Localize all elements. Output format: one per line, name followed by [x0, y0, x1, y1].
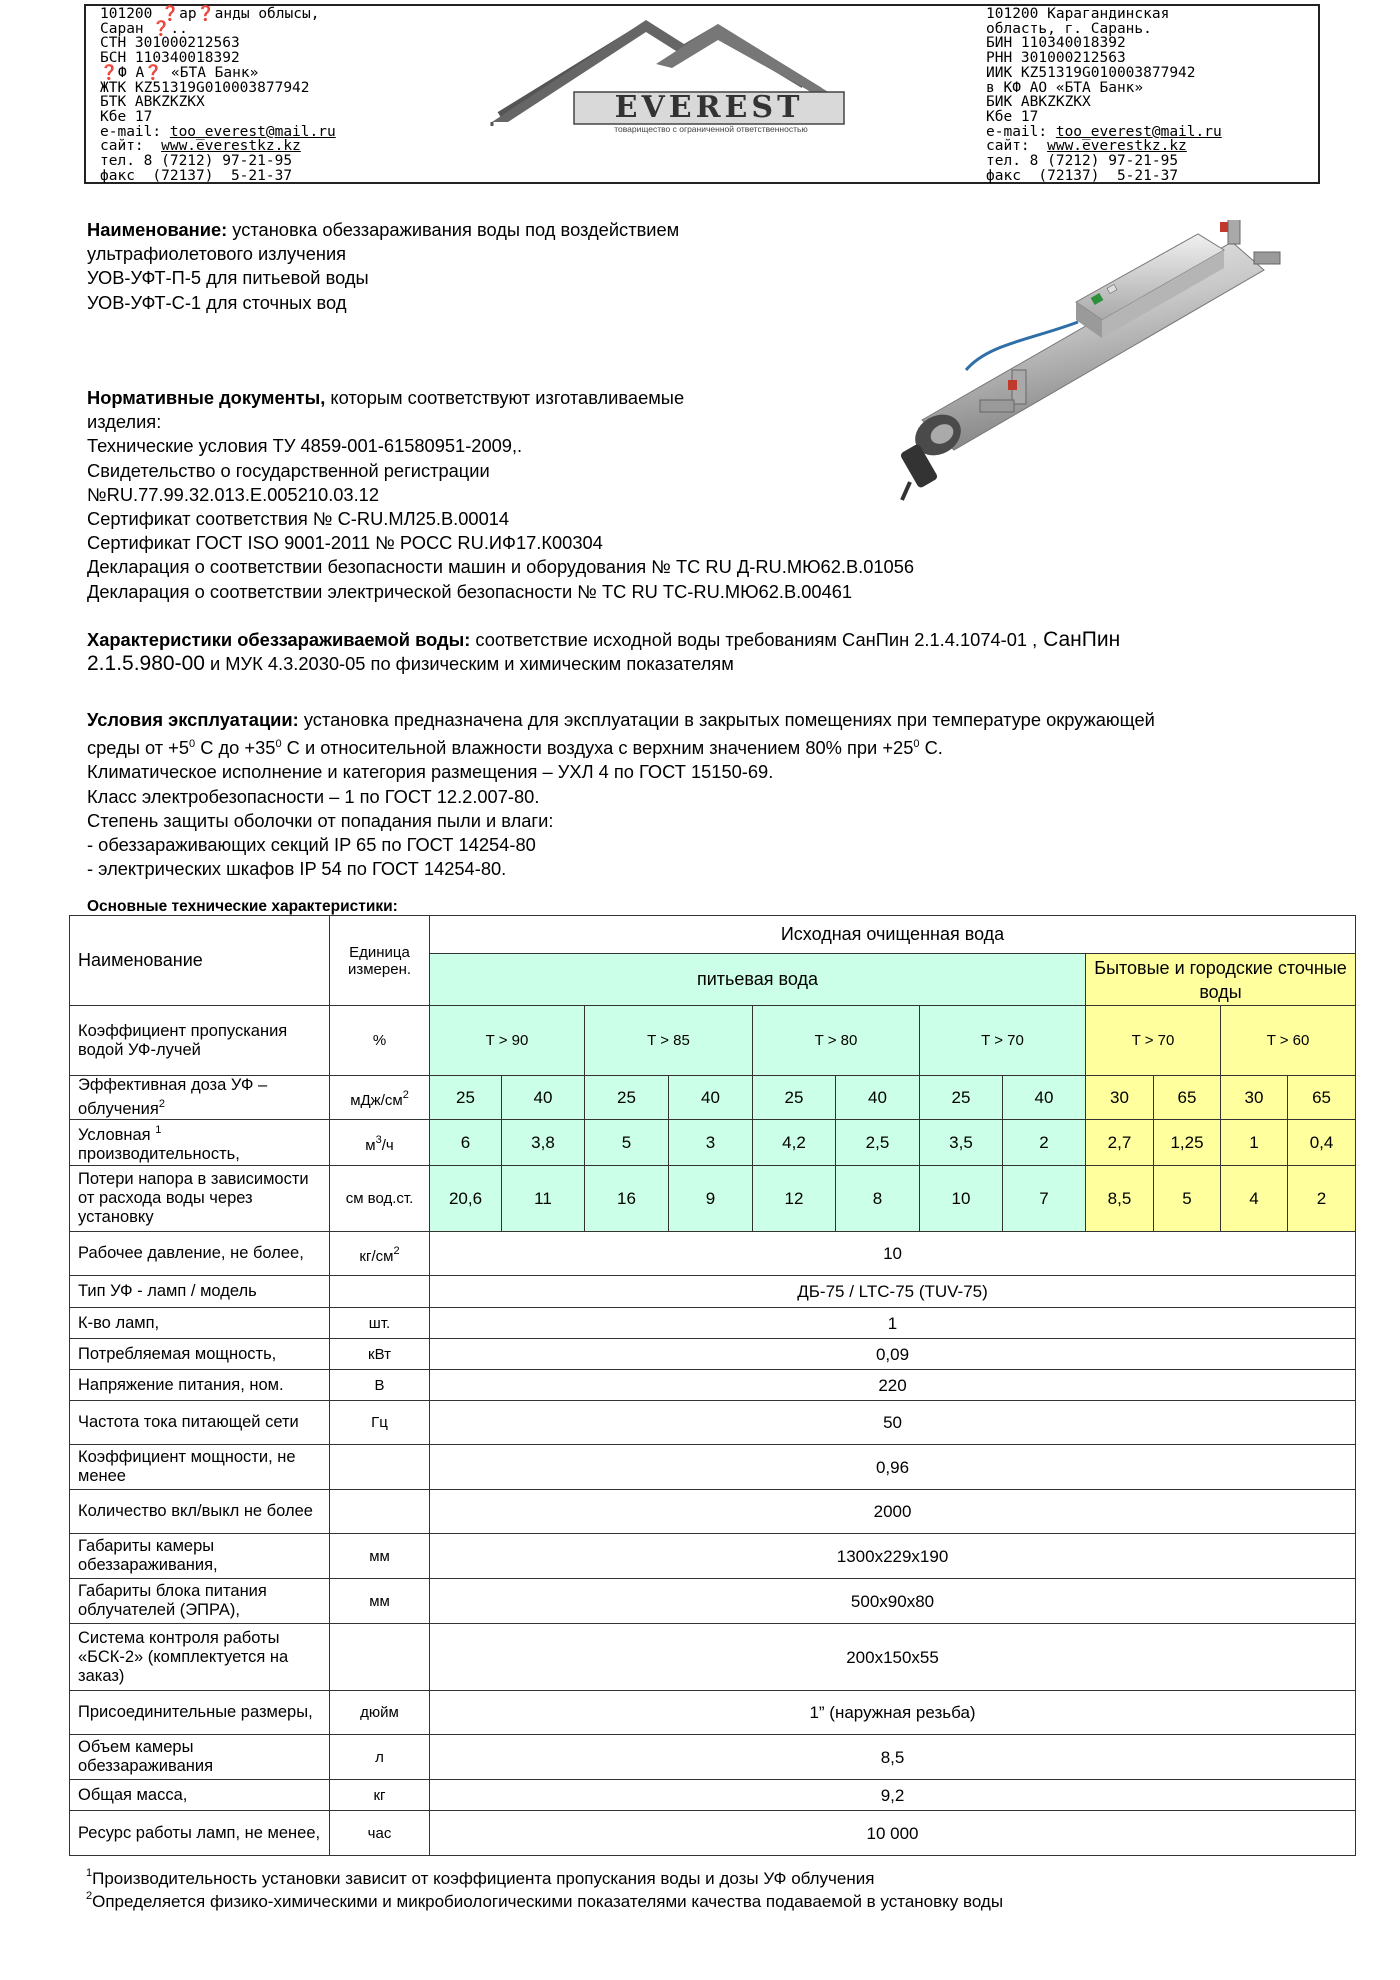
- table-row: [70, 1579, 1356, 1624]
- row-value: 2000: [430, 1490, 1356, 1534]
- row-value: 8,5: [430, 1735, 1356, 1780]
- operating-conditions-line: Степень защиты оболочки от попадания пыли и влаги:: [87, 809, 554, 831]
- head-loss-value: 2: [1288, 1166, 1356, 1232]
- product-name-line: [87, 218, 679, 242]
- head-loss-value: 16: [585, 1166, 669, 1232]
- normative-doc-line: №RU.77.99.32.013.Е.005210.03.12: [87, 483, 380, 505]
- dose-value: 30: [1221, 1076, 1288, 1120]
- performance-value: 3: [669, 1120, 753, 1166]
- requisite-line: БИН 110340018392: [986, 35, 1126, 52]
- dose-value: 40: [836, 1076, 920, 1120]
- email-line: [986, 125, 1222, 140]
- row-value: 1: [430, 1308, 1356, 1339]
- row-unit: [330, 1490, 430, 1534]
- row-label-text: производительность,: [78, 1145, 240, 1163]
- row-unit: [330, 1624, 430, 1691]
- row-value: 220: [430, 1370, 1356, 1401]
- email-link[interactable]: too_everest@mail.ru: [169, 123, 336, 140]
- sanpin-number: 2.1.5.980-00: [87, 652, 205, 676]
- transmittance-value: T > 80: [753, 1006, 920, 1076]
- row-label: Частота тока питающей сети: [70, 1401, 330, 1445]
- row-value: 1” (наружная резьба): [430, 1691, 1356, 1735]
- performance-value: 2,7: [1086, 1120, 1154, 1166]
- brand-tagline: товарищество с ограниченной ответственностью: [614, 124, 808, 134]
- letterhead-right-requisites: [986, 7, 1222, 183]
- degree-sup: 0: [275, 738, 282, 751]
- table-row: [70, 1534, 1356, 1579]
- row-label: Габариты блока питания облучателей (ЭПРА),: [70, 1579, 330, 1624]
- row-unit: шт.: [330, 1308, 430, 1339]
- transmittance-value: T > 85: [585, 1006, 753, 1076]
- footnote-mark: 1: [86, 1867, 93, 1879]
- phone-line: тел. 8 (7212) 97-21-95: [986, 153, 1179, 170]
- row-value: 500x90x80: [430, 1579, 1356, 1624]
- row-label: Общая масса,: [70, 1780, 330, 1811]
- table-row-performance: [70, 1120, 1356, 1166]
- normative-docs-label: Нормативные документы,: [87, 387, 326, 408]
- requisite-line: ❓Ф А❓ «БТА Банк»: [100, 64, 259, 81]
- dose-value: 65: [1154, 1076, 1221, 1120]
- performance-value: 0,4: [1288, 1120, 1356, 1166]
- footnote-text: Производительность установки зависит от коэффициента пропускания воды и дозы УФ облучения: [92, 1869, 875, 1888]
- requisite-line: БИК ABKZKZKX: [986, 94, 1091, 111]
- fax-line: факс (72137) 5-21-37: [986, 167, 1179, 184]
- row-label-text: Эффективная доза УФ – облучения: [78, 1076, 268, 1118]
- normative-doc-line: Технические условия ТУ 4859-001-61580951-2009,.: [87, 435, 523, 457]
- phone-line: тел. 8 (7212) 97-21-95: [100, 153, 293, 170]
- temp-range-text: среды от +5: [87, 737, 190, 759]
- table-row: [70, 1232, 1356, 1276]
- performance-value: 2: [1003, 1120, 1086, 1166]
- table-row: [70, 1735, 1356, 1780]
- row-unit: мм: [330, 1534, 430, 1579]
- footnote-1: [86, 1867, 874, 1889]
- row-label: Рабочее давление, не более,: [70, 1232, 330, 1276]
- operating-conditions-label: Условия эксплуатации:: [87, 709, 299, 730]
- requisite-line: в КФ АО «БТА Банк»: [986, 79, 1144, 96]
- normative-doc-line: Сертификат соответствия № C-RU.МЛ25.В.00014: [87, 508, 510, 530]
- table-row-head-loss: [70, 1166, 1356, 1232]
- normative-docs-block: [87, 386, 914, 604]
- table-row: [70, 1276, 1356, 1308]
- row-unit: л: [330, 1735, 430, 1780]
- normative-docs-text: которым соответствуют изготавливаемые: [325, 387, 685, 408]
- row-label: Объем камеры обеззараживания: [70, 1735, 330, 1780]
- row-value: 10 000: [430, 1811, 1356, 1856]
- water-characteristics-text: соответствие исходной воды требованиям СанПин 2.1.4.1074-01 ,: [470, 629, 1038, 650]
- transmittance-value: T > 90: [430, 1006, 585, 1076]
- operating-conditions-block: [87, 708, 1155, 881]
- head-loss-value: 12: [753, 1166, 836, 1232]
- row-unit: дюйм: [330, 1691, 430, 1735]
- row-value: 9,2: [430, 1780, 1356, 1811]
- row-unit: [330, 1232, 430, 1276]
- normative-docs-heading: [87, 386, 914, 410]
- row-label: Ресурс работы ламп, не менее,: [70, 1811, 330, 1856]
- model-drinking: УОВ-УФТ-П-5 для питьевой воды: [87, 267, 369, 289]
- water-characteristics-block: [87, 628, 1357, 676]
- dose-value: 65: [1288, 1076, 1356, 1120]
- dose-value: 25: [430, 1076, 502, 1120]
- operating-conditions-line: Класс электробезопасности – 1 по ГОСТ 12.2.007-80.: [87, 785, 540, 807]
- spec-table: [69, 915, 1356, 1856]
- dose-value: 40: [1003, 1076, 1086, 1120]
- unit-sup: 3: [375, 1133, 382, 1146]
- performance-value: 5: [585, 1120, 669, 1166]
- sanpin-ref: СанПин: [1037, 628, 1121, 651]
- performance-value: 3,5: [920, 1120, 1003, 1166]
- row-value: 200x150x55: [430, 1624, 1356, 1691]
- uv-sterilizer-icon: [880, 220, 1320, 520]
- head-loss-value: 11: [502, 1166, 585, 1232]
- product-name-label: Наименование:: [87, 219, 228, 240]
- transmittance-value: T > 70: [920, 1006, 1086, 1076]
- dose-value: 25: [920, 1076, 1003, 1120]
- row-label: К-во ламп,: [70, 1308, 330, 1339]
- footnote-text: Определяется физико-химическими и микробиологическими показателями качества подаваемой в установку воды: [92, 1892, 1004, 1911]
- row-unit-text: мДж/см: [350, 1091, 403, 1109]
- product-name-line: ультрафиолетового излучения: [87, 243, 347, 265]
- footnote-2: [86, 1890, 1003, 1912]
- head-loss-value: 4: [1221, 1166, 1288, 1232]
- row-value: 10: [430, 1232, 1356, 1276]
- degree-sup: 0: [913, 738, 920, 751]
- requisite-line: РНН 301000212563: [986, 50, 1126, 67]
- normative-doc-line: изделия:: [87, 411, 162, 433]
- requisite-line: БСН 110340018392: [100, 50, 240, 67]
- row-unit: %: [330, 1006, 430, 1076]
- row-label: Количество вкл/выкл не более: [70, 1490, 330, 1534]
- table-row: [70, 1691, 1356, 1735]
- table-row: [70, 1490, 1356, 1534]
- brand-name: EVEREST: [614, 90, 804, 125]
- table-row: [70, 1401, 1356, 1445]
- dose-value: 40: [502, 1076, 585, 1120]
- temp-range-text: C до +35: [195, 737, 276, 759]
- requisite-line: ЖТК KZ51319G010003877942: [100, 79, 310, 96]
- dose-value: 25: [753, 1076, 836, 1120]
- row-label: Потребляемая мощность,: [70, 1339, 330, 1370]
- row-label-text: Условная: [78, 1126, 151, 1144]
- site-line: [986, 139, 1222, 154]
- row-unit: кВт: [330, 1339, 430, 1370]
- head-loss-value: 9: [669, 1166, 753, 1232]
- performance-value: 4,2: [753, 1120, 836, 1166]
- table-row: [70, 1370, 1356, 1401]
- letterhead-left-requisites: [100, 7, 336, 183]
- performance-value: 1: [1221, 1120, 1288, 1166]
- row-unit: [330, 1276, 430, 1308]
- row-value: ДБ-75 / LTC-75 (TUV-75): [430, 1276, 1356, 1308]
- row-unit-text: /ч: [381, 1136, 394, 1154]
- dose-value: 30: [1086, 1076, 1154, 1120]
- row-label: Присоединительные размеры,: [70, 1691, 330, 1735]
- table-header-row: [70, 916, 1356, 954]
- row-label: Коэффициент мощности, не менее: [70, 1445, 330, 1490]
- row-value: 50: [430, 1401, 1356, 1445]
- normative-doc-line: Сертификат ГОСТ ISO 9001-2011 № РОСС RU.ИФ17.К00304: [87, 532, 603, 554]
- humidity-text: C.: [919, 737, 943, 759]
- table-row: [70, 1445, 1356, 1490]
- site-label: сайт:: [100, 138, 162, 155]
- row-value: 1300x229x190: [430, 1534, 1356, 1579]
- company-logo: [486, 6, 1046, 182]
- humidity-text: C и относительной влажности воздуха с верхним значением 80% при +25: [281, 737, 914, 759]
- site-link[interactable]: www.everestkz.kz: [161, 138, 301, 155]
- performance-value: 1,25: [1154, 1120, 1221, 1166]
- requisite-line: 101200 ❓ар❓анды облысы,: [100, 6, 320, 22]
- operating-conditions-line: Климатическое исполнение и категория размещения – УХЛ 4 по ГОСТ 15150-69.: [87, 761, 774, 783]
- unit-sup: 2: [393, 1244, 400, 1257]
- degree-sup: 0: [189, 738, 196, 751]
- operating-conditions-line: - обеззараживающих секций IP 65 по ГОСТ 14254-80: [87, 834, 536, 856]
- header-waste-water: Бытовые и городские сточные воды: [1086, 954, 1356, 1006]
- table-row-transmittance: [70, 1006, 1356, 1076]
- requisite-line: ИИК KZ51319G010003877942: [986, 64, 1196, 81]
- requisite-line: БТК ABKZKZKX: [100, 94, 205, 111]
- letterhead: [84, 4, 1320, 184]
- footnote-mark: 2: [86, 1890, 93, 1902]
- normative-doc-line: Декларация о соответствии электрической безопасности № ТС RU ТС-RU.МЮ62.В.00461: [87, 580, 853, 602]
- table-row: [70, 1308, 1356, 1339]
- table-row: [70, 1624, 1356, 1691]
- requisite-line: 101200 Карагандинская: [986, 6, 1170, 22]
- row-label: Габариты камеры обеззараживания,: [70, 1534, 330, 1579]
- water-characteristics-line: [87, 652, 1357, 676]
- product-name-block: [87, 218, 679, 315]
- table-row-dose: [70, 1076, 1356, 1120]
- operating-conditions-line: [87, 732, 1155, 760]
- product-name-text: установка обеззараживания воды под воздействием: [227, 219, 680, 240]
- dose-value: 25: [585, 1076, 669, 1120]
- row-unit: час: [330, 1811, 430, 1856]
- water-characteristics-rest: и МУК 4.3.2030-05 по физическим и химическим показателям: [204, 653, 734, 675]
- operating-conditions-line: - электрических шкафов IP 54 по ГОСТ 14254-80.: [87, 858, 507, 880]
- transmittance-value: T > 60: [1221, 1006, 1356, 1076]
- footnote-ref: 2: [158, 1098, 165, 1110]
- site-label: сайт:: [986, 138, 1048, 155]
- email-link[interactable]: too_everest@mail.ru: [1055, 123, 1222, 140]
- row-label: Тип УФ - ламп / модель: [70, 1276, 330, 1308]
- row-value: 0,96: [430, 1445, 1356, 1490]
- spec-table-title: Основные технические характеристики:: [87, 898, 398, 915]
- row-unit: [330, 1445, 430, 1490]
- header-name: Наименование: [70, 916, 330, 1006]
- requisite-line: Кбе 17: [100, 108, 153, 125]
- requisite-line: СТН 301000212563: [100, 35, 240, 52]
- row-unit: мм: [330, 1579, 430, 1624]
- email-line: [100, 125, 336, 140]
- requisite-line: область, г. Сарань.: [986, 20, 1152, 37]
- head-loss-value: 7: [1003, 1166, 1086, 1232]
- dose-value: 40: [669, 1076, 753, 1120]
- row-unit: см вод.ст.: [330, 1166, 430, 1232]
- row-unit: Гц: [330, 1401, 430, 1445]
- row-unit: [330, 1120, 430, 1166]
- row-label: Потери напора в зависимости от расхода воды через установку: [70, 1166, 330, 1232]
- table-row: [70, 1811, 1356, 1856]
- row-value: 0,09: [430, 1339, 1356, 1370]
- transmittance-value: T > 70: [1086, 1006, 1221, 1076]
- head-loss-value: 20,6: [430, 1166, 502, 1232]
- email-label: e-mail:: [986, 123, 1056, 140]
- head-loss-value: 8: [836, 1166, 920, 1232]
- head-loss-value: 5: [1154, 1166, 1221, 1232]
- row-label: Коэффициент пропускания водой УФ-лучей: [70, 1006, 330, 1076]
- performance-value: 3,8: [502, 1120, 585, 1166]
- operating-conditions-text: установка предназначена для эксплуатации в закрытых помещениях при температуре окружающей: [298, 709, 1155, 730]
- email-label: e-mail:: [100, 123, 170, 140]
- uv-unit-product-image: [880, 220, 1320, 520]
- site-line: [100, 139, 336, 154]
- head-loss-value: 8,5: [1086, 1166, 1154, 1232]
- row-unit: [330, 1076, 430, 1120]
- operating-conditions-line: [87, 708, 1155, 732]
- row-unit-text: кг/см: [359, 1247, 394, 1265]
- model-waste: УОВ-УФТ-С-1 для сточных вод: [87, 291, 347, 313]
- water-characteristics-line: [87, 628, 1357, 652]
- normative-doc-line: Декларация о соответствии безопасности машин и оборудования № ТС RU Д-RU.МЮ62.В.01056: [87, 556, 915, 578]
- table-row: [70, 1339, 1356, 1370]
- requisite-line: Кбе 17: [986, 108, 1039, 125]
- requisite-line: Саран ❓..: [100, 20, 188, 37]
- performance-value: 6: [430, 1120, 502, 1166]
- table-row: [70, 1780, 1356, 1811]
- head-loss-value: 10: [920, 1166, 1003, 1232]
- row-unit: кг: [330, 1780, 430, 1811]
- header-drinking-water: питьевая вода: [430, 954, 1086, 1006]
- unit-sup: 2: [402, 1088, 409, 1101]
- performance-value: 2,5: [836, 1120, 920, 1166]
- row-unit-text: м: [365, 1136, 376, 1154]
- header-source-water: Исходная очищенная вода: [430, 916, 1356, 954]
- normative-doc-line: Свидетельство о государственной регистрации: [87, 459, 490, 481]
- row-unit: В: [330, 1370, 430, 1401]
- fax-line: факс (72137) 5-21-37: [100, 167, 293, 184]
- site-link[interactable]: www.everestkz.kz: [1047, 138, 1187, 155]
- row-label: [70, 1120, 330, 1166]
- footnote-ref: 1: [155, 1124, 162, 1136]
- row-label: [70, 1076, 330, 1120]
- water-characteristics-label: Характеристики обеззараживаемой воды:: [87, 629, 471, 650]
- header-unit: Единица измерен.: [330, 916, 430, 1006]
- row-label: Система контроля работы «БСК-2» (комплектуется на заказ): [70, 1624, 330, 1691]
- row-label: Напряжение питания, ном.: [70, 1370, 330, 1401]
